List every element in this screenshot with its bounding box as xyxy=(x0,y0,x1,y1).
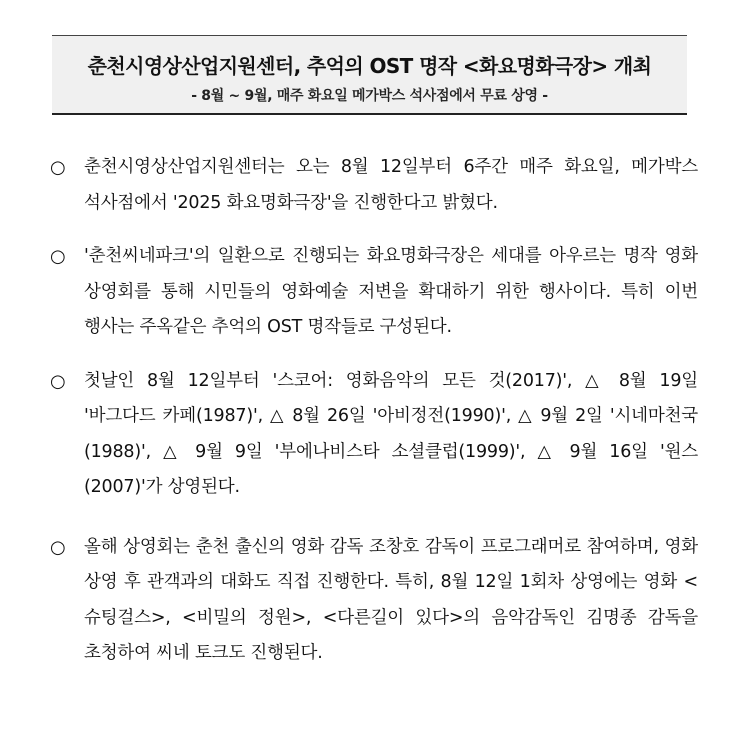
document-subtitle: - 8월 ~ 9월, 매주 화요일 메가박스 석사점에서 무료 상영 - xyxy=(191,88,548,104)
bullet-item xyxy=(50,239,698,346)
circle-bullet-icon: ○ xyxy=(50,536,66,558)
title-box xyxy=(52,35,687,115)
bullet-text: 첫날인 8월 12일부터 '스코어: 영화음악의 모든 것(2017)', △ 8월 19일 '바그다드 카페(1987)', △ 8월 26일 '아비정전(1990)', △ 9월 2일 '시네마천국(1988)', △ 9월 9일 '부에나비스타 소셜클럽(1999)', △ 9월 16일 '원스(2007)'가 상영된다. xyxy=(84,370,698,497)
circle-bullet-icon: ○ xyxy=(50,370,66,392)
bullet-text: 올해 상영회는 춘천 출신의 영화 감독 조창호 감독이 프로그래머로 참여하며, 영화 상영 후 관객과의 대화도 직접 진행한다. 특히, 8월 12일 1회차 상영에는 영화 <슈팅걸스>, <비밀의 정원>, <다른길이 있다>의 음악감독인 김명종 감독을 초청하여 씨네 토크도 진행된다. xyxy=(84,536,698,663)
bullet-list xyxy=(50,150,698,672)
bullet-item xyxy=(50,530,698,672)
bullet-text: 춘천시영상산업지원센터는 오는 8월 12일부터 6주간 매주 화요일, 메가박스 석사점에서 '2025 화요명화극장'을 진행한다고 밝혔다. xyxy=(84,157,698,213)
bullet-item xyxy=(50,150,698,221)
bullet-item xyxy=(50,364,698,506)
circle-bullet-icon: ○ xyxy=(50,246,66,267)
document-title: 춘천시영상산업지원센터, 추억의 OST 명작 <화요명화극장> 개최 xyxy=(87,54,652,78)
bullet-text: '춘천씨네파크'의 일환으로 진행되는 화요명화극장은 세대를 아우르는 명작 영화 상영회를 통해 시민들의 영화예술 저변을 확대하기 위한 행사이다. 특히 이번 행사는 주옥같은 추억의 OST 명작들로 구성된다. xyxy=(84,246,698,337)
circle-bullet-icon: ○ xyxy=(50,157,66,178)
